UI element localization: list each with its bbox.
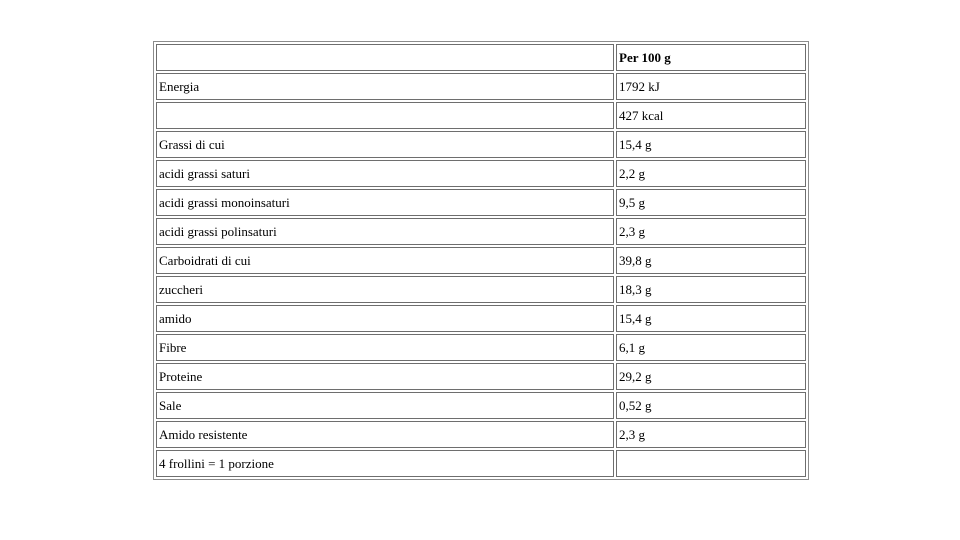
nutrient-value: 2,3 g bbox=[616, 421, 806, 448]
table-row bbox=[156, 131, 806, 158]
nutrient-label: Fibre bbox=[156, 334, 614, 361]
nutrient-label: Carboidrati di cui bbox=[156, 247, 614, 274]
nutrient-value: 2,3 g bbox=[616, 218, 806, 245]
table-row bbox=[156, 247, 806, 274]
header-value-cell: Per 100 g bbox=[616, 44, 806, 71]
nutrient-label bbox=[156, 102, 614, 129]
table-row bbox=[156, 102, 806, 129]
nutrient-value: 427 kcal bbox=[616, 102, 806, 129]
nutrient-label: Energia bbox=[156, 73, 614, 100]
nutrient-label: acidi grassi polinsaturi bbox=[156, 218, 614, 245]
nutrient-value: 2,2 g bbox=[616, 160, 806, 187]
nutrient-label: 4 frollini = 1 porzione bbox=[156, 450, 614, 477]
table-row bbox=[156, 189, 806, 216]
header-label-cell bbox=[156, 44, 614, 71]
table-row bbox=[156, 363, 806, 390]
nutrition-table bbox=[153, 41, 809, 480]
nutrient-value: 39,8 g bbox=[616, 247, 806, 274]
table-row bbox=[156, 160, 806, 187]
nutrient-label: Amido resistente bbox=[156, 421, 614, 448]
nutrient-value: 6,1 g bbox=[616, 334, 806, 361]
nutrient-label: acidi grassi monoinsaturi bbox=[156, 189, 614, 216]
nutrient-value: 9,5 g bbox=[616, 189, 806, 216]
table-header-row bbox=[156, 44, 806, 71]
nutrient-label: Proteine bbox=[156, 363, 614, 390]
nutrient-value: 15,4 g bbox=[616, 131, 806, 158]
table-row bbox=[156, 421, 806, 448]
nutrient-value bbox=[616, 450, 806, 477]
table-row bbox=[156, 392, 806, 419]
table-row bbox=[156, 450, 806, 477]
nutrient-value: 29,2 g bbox=[616, 363, 806, 390]
nutrient-label: Grassi di cui bbox=[156, 131, 614, 158]
table-row bbox=[156, 218, 806, 245]
table-row bbox=[156, 334, 806, 361]
nutrient-label: acidi grassi saturi bbox=[156, 160, 614, 187]
nutrient-value: 1792 kJ bbox=[616, 73, 806, 100]
nutrient-label: zuccheri bbox=[156, 276, 614, 303]
nutrient-value: 15,4 g bbox=[616, 305, 806, 332]
table-row bbox=[156, 73, 806, 100]
nutrient-value: 18,3 g bbox=[616, 276, 806, 303]
nutrient-label: Sale bbox=[156, 392, 614, 419]
nutrient-label: amido bbox=[156, 305, 614, 332]
table-row bbox=[156, 276, 806, 303]
nutrition-table-body bbox=[156, 44, 806, 477]
table-row bbox=[156, 305, 806, 332]
nutrient-value: 0,52 g bbox=[616, 392, 806, 419]
